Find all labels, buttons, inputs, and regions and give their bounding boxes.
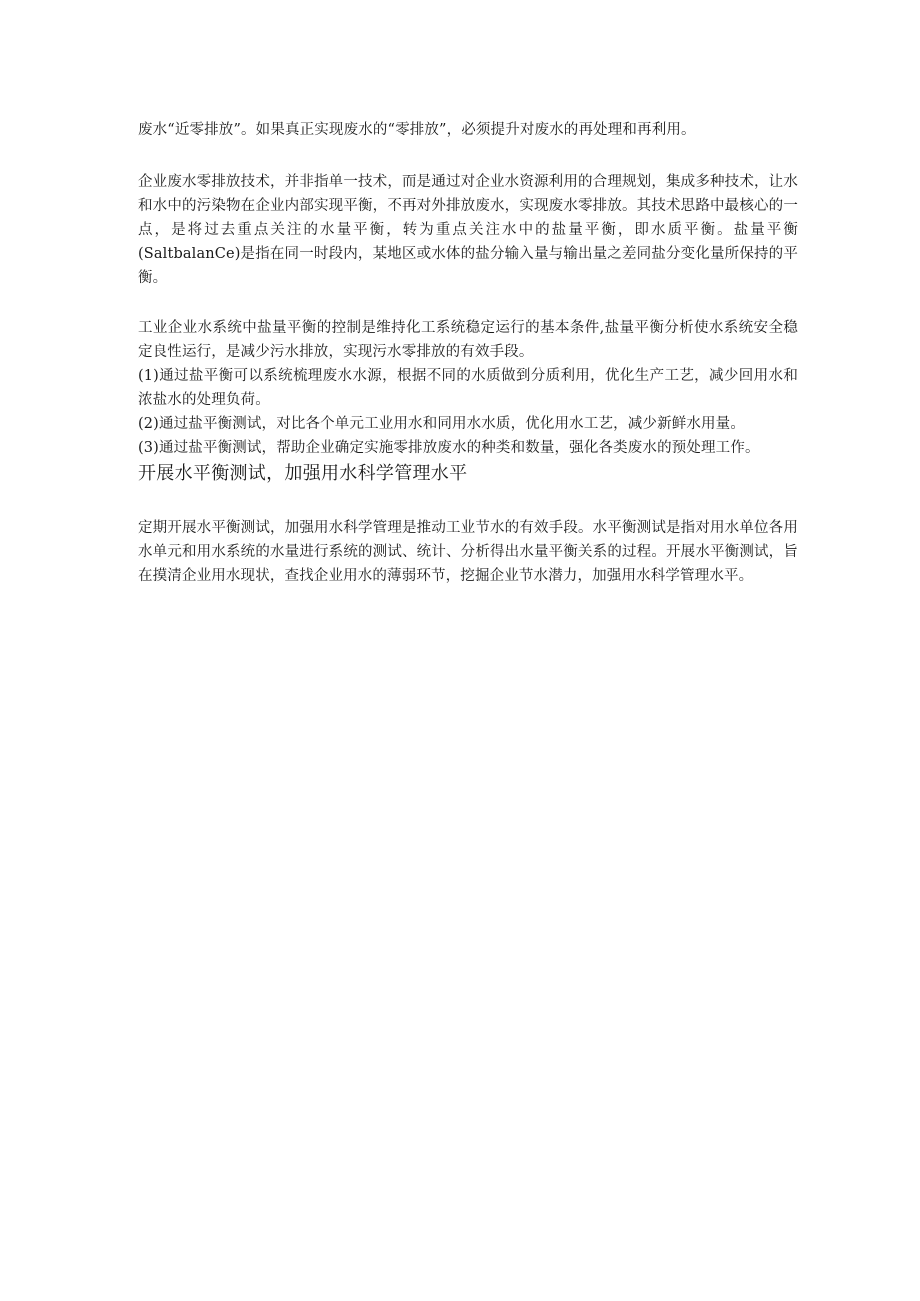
paragraph-water-balance-test: 定期开展水平衡测试，加强用水科学管理是推动工业节水的有效手段。水平衡测试是指对用水单位各用水单元和用水系统的水量进行系统的测试、统计、分析得出水量平衡关系的过程。开展水平衡测试，旨在摸清企业用水现状，查找企业用水的薄弱环节，挖掘企业节水潜力，加强用水科学管理水平。 (138, 520, 798, 584)
list-item: (2)通过盐平衡测试，对比各个单元工业用水和同用水水质，优化用水工艺，减少新鲜水用量。 (138, 416, 745, 432)
document-page (138, 118, 798, 588)
paragraph-intro: 废水“近零排放”。如果真正实现废水的“零排放”，必须提升对废水的再处理和再利用。 (138, 122, 696, 138)
salt-balance-list (138, 364, 798, 460)
paragraph-salt-balance-control: 工业企业水系统中盐量平衡的控制是维持化工系统稳定运行的基本条件,盐量平衡分析使水系统安全稳定良性运行，是减少污水排放，实现污水零排放的有效手段。 (138, 320, 798, 360)
list-item: (3)通过盐平衡测试，帮助企业确定实施零排放废水的种类和数量，强化各类废水的预处理工作。 (138, 440, 760, 456)
paragraph-zero-discharge-technology: 企业废水零排放技术，并非指单一技术，而是通过对企业水资源利用的合理规划，集成多种技术，让水和水中的污染物在企业内部实现平衡，不再对外排放废水，实现废水零排放。其技术思路中最核心的一点，是将过去重点关注的水量平衡，转为重点关注水中的盐量平衡，即水质平衡。盐量平衡(SaltbalanCe)是指在同一时段内，某地区或水体的盐分输入量与输出量之差同盐分变化量所保持的平衡。 (138, 174, 798, 286)
section-heading: 开展水平衡测试，加强用水科学管理水平 (138, 463, 468, 484)
list-item: (1)通过盐平衡可以系统梳理废水水源，根据不同的水质做到分质利用，优化生产工艺，减少回用水和浓盐水的处理负荷。 (138, 368, 798, 408)
